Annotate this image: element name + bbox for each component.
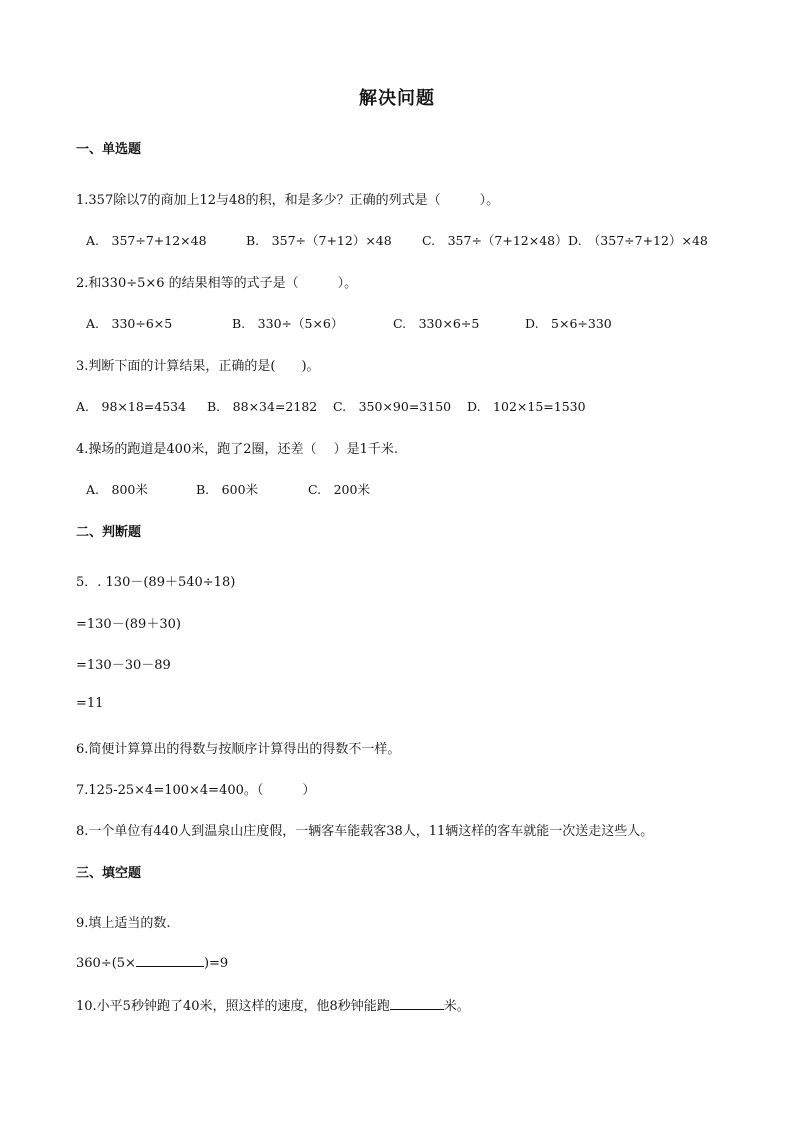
question-3-option-a: A. 98×18=4534 xyxy=(76,399,187,414)
question-2-options xyxy=(86,314,612,332)
question-1: 1.357除以7的商加上12与48的积，和是多少？正确的列式是（ ）。 xyxy=(76,193,500,208)
question-2-option-a: A. 330÷6×5 xyxy=(86,316,173,331)
question-4-option-c: C. 200米 xyxy=(308,482,370,497)
question-2-option-b: B. 330÷（5×6） xyxy=(232,316,344,331)
question-2-option-c: C. 330×6÷5 xyxy=(393,316,480,331)
question-10-text-start: 10.小平5秒钟跑了40米，照这样的速度，他8秒钟能跑 xyxy=(76,999,390,1014)
question-1-option-b: B. 357÷（7+12）×48 xyxy=(246,233,392,248)
question-3-option-c: C. 350×90=3150 xyxy=(333,399,452,414)
question-6: 6.简便计算算出的得数与按顺序计算得出的得数不一样。 xyxy=(76,742,401,757)
question-4-options xyxy=(86,480,370,498)
question-1-option-c: C. 357÷（7+12×48） xyxy=(422,233,568,248)
question-9-expression xyxy=(76,954,228,971)
question-8: 8.一个单位有440人到温泉山庄度假，一辆客车能载客38人，11辆这样的客车就能一次送走这些人。 xyxy=(76,824,654,839)
question-9-expression-end: )=9 xyxy=(203,956,229,971)
question-3: 3.判断下面的计算结果，正确的是( )。 xyxy=(76,359,320,374)
question-5-line-2: =130－(89＋30) xyxy=(76,617,181,632)
question-9-expression-start: 360÷(5× xyxy=(76,956,136,971)
question-4: 4.操场的跑道是400米，跑了2圈，还差（ ）是1千米. xyxy=(76,442,399,457)
section-heading-fill-blank: 三、填空题 xyxy=(76,866,142,881)
question-7: 7.125-25×4=100×4=400。（ ） xyxy=(76,783,316,798)
question-3-option-d: D. 102×15=1530 xyxy=(467,399,586,414)
question-10-text-end: 米。 xyxy=(443,999,470,1014)
question-9: 9.填上适当的数. xyxy=(76,916,171,931)
section-heading-true-false: 二、判断题 xyxy=(76,525,142,540)
question-5-line-1: 5．. 130－(89＋540÷18) xyxy=(76,575,236,590)
question-3-option-b: B. 88×34=2182 xyxy=(207,399,318,414)
question-9-answer-blank[interactable] xyxy=(136,954,204,967)
question-10-answer-blank[interactable] xyxy=(390,997,444,1010)
question-1-option-a: A. 357÷7+12×48 xyxy=(86,233,207,248)
question-2: 2.和330÷5×6 的结果相等的式子是（ ）。 xyxy=(76,276,358,291)
question-10 xyxy=(76,995,470,1014)
question-5-line-4: =11 xyxy=(76,696,104,711)
question-4-option-b: B. 600米 xyxy=(196,482,259,497)
question-1-option-d: D. （357÷7+12）×48 xyxy=(568,233,708,248)
section-heading-single-choice: 一、单选题 xyxy=(76,142,142,157)
question-3-options xyxy=(76,397,586,415)
question-2-option-d: D. 5×6÷330 xyxy=(525,316,612,331)
page-title: 解决问题 xyxy=(359,88,435,109)
question-5-line-3: =130－30－89 xyxy=(76,658,171,673)
question-4-option-a: A. 800米 xyxy=(86,482,148,497)
question-1-options xyxy=(86,231,708,249)
